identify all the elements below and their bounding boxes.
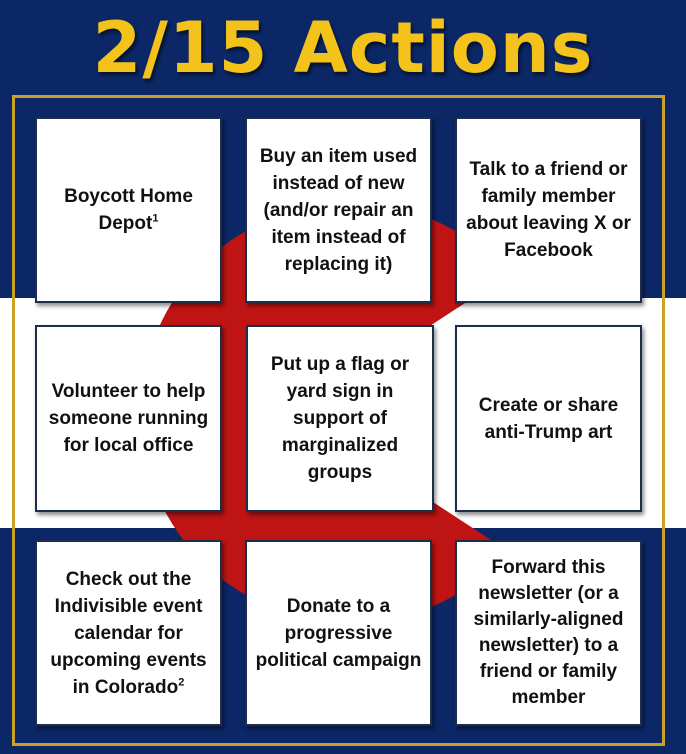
action-card-forward-newsletter xyxy=(455,540,642,726)
action-text: Forward this newsletter (or a similarly-aligned newsletter) to a friend or family member xyxy=(473,557,624,708)
action-card-anti-trump-art xyxy=(455,325,642,512)
action-card-donate xyxy=(245,540,432,726)
action-card-volunteer xyxy=(35,325,222,512)
action-card-boycott-home-depot xyxy=(35,117,222,303)
action-text: Buy an item used instead of new (and/or repair an item instead of replacing it) xyxy=(259,145,418,275)
action-text: Create or share anti-Trump art xyxy=(478,394,619,443)
page-title: 2/15 Actions xyxy=(92,7,594,89)
action-text: Volunteer to help someone running for local office xyxy=(48,381,209,456)
footnote-marker: 2 xyxy=(178,676,185,689)
action-text: Talk to a friend or family member about leaving X or Facebook xyxy=(466,159,631,261)
action-text: Boycott Home Depot xyxy=(64,186,193,234)
action-card-buy-used xyxy=(245,117,432,303)
action-card-indivisible-calendar xyxy=(35,540,222,726)
action-text: Put up a flag or yard sign in support of marginalized groups xyxy=(270,354,410,483)
footnote-marker: 1 xyxy=(152,212,159,225)
action-text: Check out the Indivisible event calendar for upcoming events in Colorado xyxy=(50,568,207,698)
action-card-talk-to-friend xyxy=(455,117,642,303)
action-text: Donate to a progressive political campaign xyxy=(255,595,422,671)
action-card-flag-yard-sign xyxy=(246,325,434,512)
